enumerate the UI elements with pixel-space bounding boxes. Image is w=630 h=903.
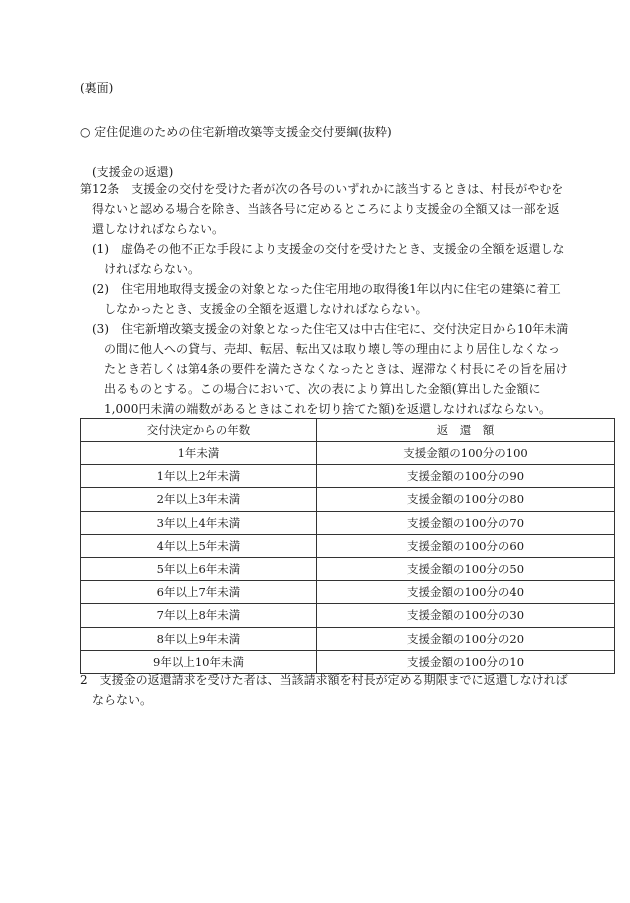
section-title: (支援金の返還) xyxy=(92,165,174,179)
amount-cell: 支援金額の100分の80 xyxy=(317,488,615,511)
years-cell: 1年以上2年未満 xyxy=(81,465,317,488)
years-cell: 8年以上9年未満 xyxy=(81,627,317,650)
years-cell: 5年以上6年未満 xyxy=(81,557,317,580)
item-line: (3) 住宅新増改築支援金の対象となった住宅又は中古住宅に、交付決定日から10年未満 xyxy=(92,322,569,336)
years-cell: 9年以上10年未満 xyxy=(81,650,317,673)
table-row xyxy=(81,627,615,650)
table-row xyxy=(81,488,615,511)
header-amount: 返 還 額 xyxy=(317,419,615,442)
table-row xyxy=(81,534,615,557)
amount-cell: 支援金額の100分の60 xyxy=(317,534,615,557)
amount-cell: 支援金額の100分の40 xyxy=(317,581,615,604)
item-line: しなかったとき、支援金の全額を返還しなければならない。 xyxy=(104,302,428,316)
item-line: たとき若しくは第4条の要件を満たさなくなったときは、遅滞なく村長にその旨を届け xyxy=(104,362,568,376)
years-cell: 6年以上7年未満 xyxy=(81,581,317,604)
years-cell: 3年以上4年未満 xyxy=(81,511,317,534)
table-row xyxy=(81,604,615,627)
clause-line: ならない。 xyxy=(92,693,153,707)
item-line: (2) 住宅用地取得支援金の対象となった住宅用地の取得後1年以内に住宅の建築に着工 xyxy=(92,282,561,296)
document-heading: ○ 定住促進のための住宅新増改築等支援金交付要綱(抜粋) xyxy=(80,125,392,139)
article-line: 得ないと認める場合を除き、当該各号に定めるところにより支援金の全額又は一部を返 xyxy=(92,202,560,216)
repayment-table xyxy=(80,418,615,674)
page-label: (裏面) xyxy=(80,81,114,95)
table-row xyxy=(81,581,615,604)
article-line: 第12条 支援金の交付を受けた者が次の各号のいずれかに該当するときは、村長がやむを xyxy=(80,182,564,196)
item-line: ければならない。 xyxy=(104,262,201,276)
years-cell: 1年未満 xyxy=(81,442,317,465)
table-header-row xyxy=(81,419,615,442)
amount-cell: 支援金額の100分の20 xyxy=(317,627,615,650)
amount-cell: 支援金額の100分の10 xyxy=(317,650,615,673)
amount-cell: 支援金額の100分の30 xyxy=(317,604,615,627)
table-row xyxy=(81,650,615,673)
article-line: 還しなければならない。 xyxy=(92,222,225,236)
table-row xyxy=(81,557,615,580)
amount-cell: 支援金額の100分の90 xyxy=(317,465,615,488)
years-cell: 7年以上8年未満 xyxy=(81,604,317,627)
amount-cell: 支援金額の100分の50 xyxy=(317,557,615,580)
item-line: (1) 虚偽その他不正な手段により支援金の交付を受けたとき、支援金の全額を返還しな xyxy=(92,242,565,256)
years-cell: 4年以上5年未満 xyxy=(81,534,317,557)
table-row xyxy=(81,511,615,534)
table-row xyxy=(81,442,615,465)
amount-cell: 支援金額の100分の70 xyxy=(317,511,615,534)
table-row xyxy=(81,465,615,488)
header-years: 交付決定からの年数 xyxy=(81,419,317,442)
years-cell: 2年以上3年未満 xyxy=(81,488,317,511)
clause-line: 2 支援金の返還請求を受けた者は、当該請求額を村長が定める期限までに返還しなければ xyxy=(80,673,568,687)
item-line: の間に他人への貸与、売却、転居、転出又は取り壊し等の理由により居住しなくなっ xyxy=(104,342,561,356)
item-line: 1,000円未満の端数があるときはこれを切り捨てた額)を返還しなければならない。 xyxy=(104,402,552,416)
item-line: 出るものとする。この場合において、次の表により算出した金額(算出した金額に xyxy=(104,382,541,396)
amount-cell: 支援金額の100分の100 xyxy=(317,442,615,465)
